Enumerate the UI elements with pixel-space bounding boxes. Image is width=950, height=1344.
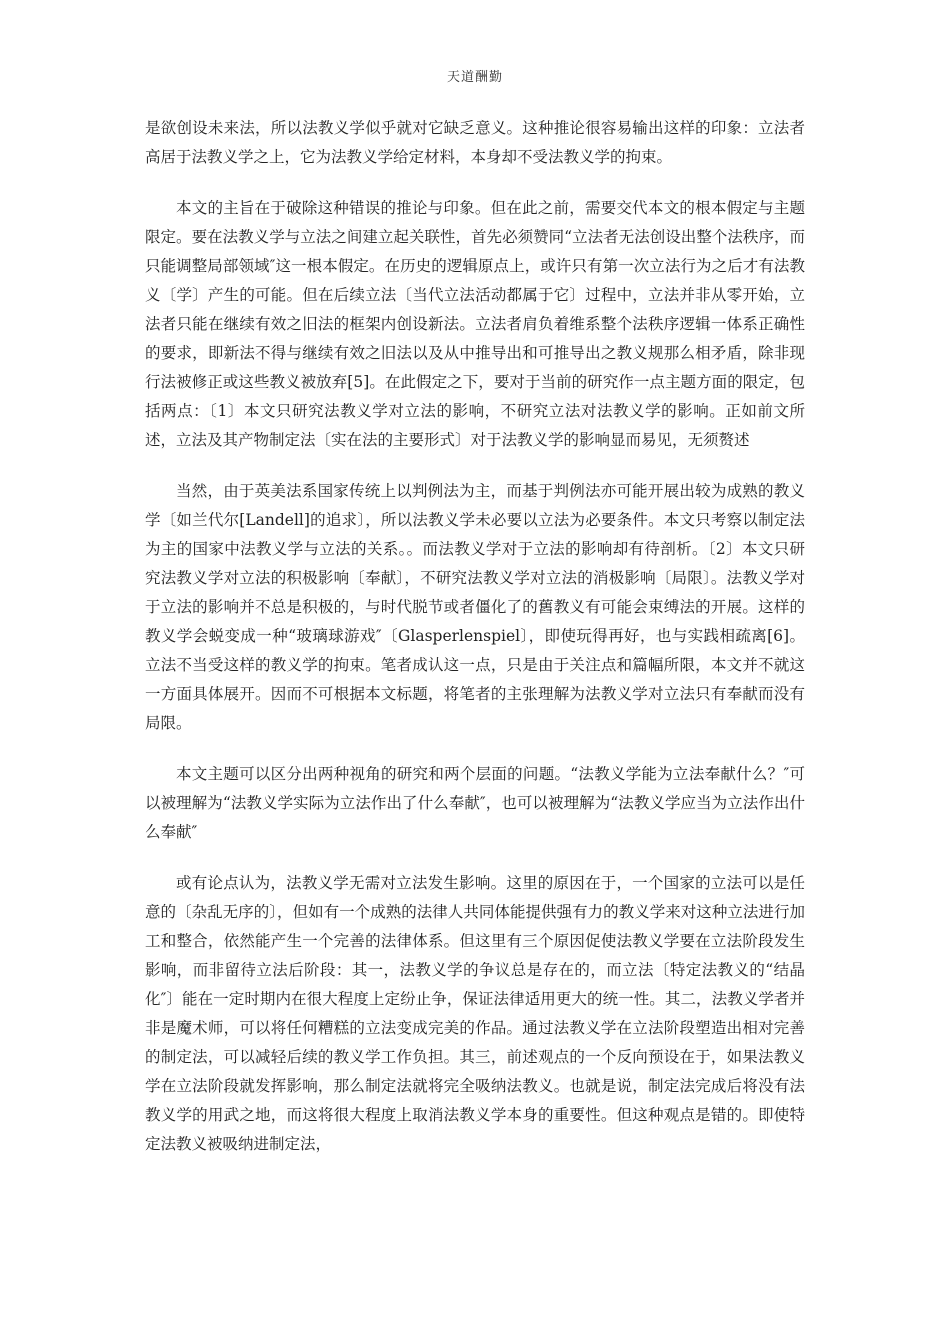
body-text <box>145 114 805 1181</box>
paragraph-continuation: 是欲创设未来法，所以法教义学似乎就对它缺乏意义。这种推论很容易输出这样的印象：立法者高居于法教义学之上，它为法教义学给定材料，本身却不受法教义学的拘束。 <box>145 119 805 166</box>
running-header: 天道酬勤 <box>446 70 503 85</box>
paragraph: 当然，由于英美法系国家传统上以判例法为主，而基于判例法亦可能开展出较为成熟的教义学〔如兰代尔[Landell]的追求〕，所以法教义学未必要以立法为必要条件。本文只考察以制定法为主的国家中法教义学与立法的关系。。而法教义学对于立法的影响却有待剖析。〔2〕本文只研究法教义学对立法的积极影响〔奉献〕，不研究法教义学对立法的消极影响〔局限〕。法教义学对于立法的影响并不总是积极的，与时代脱节或者僵化了的舊教义有可能会束缚法的开展。这样的教义学会蜕变成一种“玻璃球游戏″〔Glasperlenspiel〕，即使玩得再好，也与实践相疏离[6]。立法不当受这样的教义学的拘束。笔者成认这一点，只是由于关注点和篇幅所限，本文并不就这一方面具体展开。因而不可根据本文标题，将笔者的主张理解为法教义学对立法只有奉献而没有局限。 <box>145 482 805 732</box>
paragraph: 本文主题可以区分出两种视角的研究和两个层面的问题。“法教义学能为立法奉献什么？″可以被理解为“法教义学实际为立法作出了什么奉献″，也可以被理解为“法教义学应当为立法作出什么奉献″ <box>145 765 805 841</box>
paragraph: 本文的主旨在于破除这种错误的推论与印象。但在此之前，需要交代本文的根本假定与主题限定。要在法教义学与立法之间建立起关联性，首先必须赞同“立法者无法创设出整个法秩序，而只能调整局部领域″这一根本假定。在历史的逻辑原点上，或许只有第一次立法行为之后才有法教义〔学〕产生的可能。但在后续立法〔当代立法活动都属于它〕过程中，立法并非从零开始，立法者只能在继续有效之旧法的框架内创设新法。立法者肩负着维系整个法秩序逻辑一体系正确性的要求，即新法不得与继续有效之旧法以及从中推导出和可推导出之教义规那么相矛盾，除非现行法被修正或这些教义被放弃[5]。在此假定之下，要对于当前的研究作一点主题方面的限定，包括两点：〔1〕本文只研究法教义学对立法的影响，不研究立法对法教义学的影响。正如前文所述，立法及其产物制定法〔实在法的主要形式〕对于法教义学的影响显而易见，无须赘述 <box>145 199 805 449</box>
paragraph: 或有论点认为，法教义学无需对立法发生影响。这里的原因在于，一个国家的立法可以是任意的〔杂乱无序的〕，但如有一个成熟的法律人共同体能提供强有力的教义学来对这种立法进行加工和整合，依然能产生一个完善的法律体系。但这里有三个原因促使法教义学要在立法阶段发生影响，而非留待立法后阶段：其一，法教义学的争议总是存在的，而立法〔特定法教义的“结晶化″〕能在一定时期内在很大程度上定纷止争，保证法律适用更大的统一性。其二，法教义学者并非是魔术师，可以将任何糟糕的立法变成完美的作品。通过法教义学在立法阶段塑造出相对完善的制定法，可以减轻后续的教义学工作负担。其三，前述观点的一个反向预设在于，如果法教义学在立法阶段就发挥影响，那么制定法就将完全吸纳法教义。也就是说，制定法完成后将没有法教义学的用武之地，而这将很大程度上取消法教义学本身的重要性。但这种观点是错的。即使特定法教义被吸纳进制定法， <box>145 874 805 1153</box>
